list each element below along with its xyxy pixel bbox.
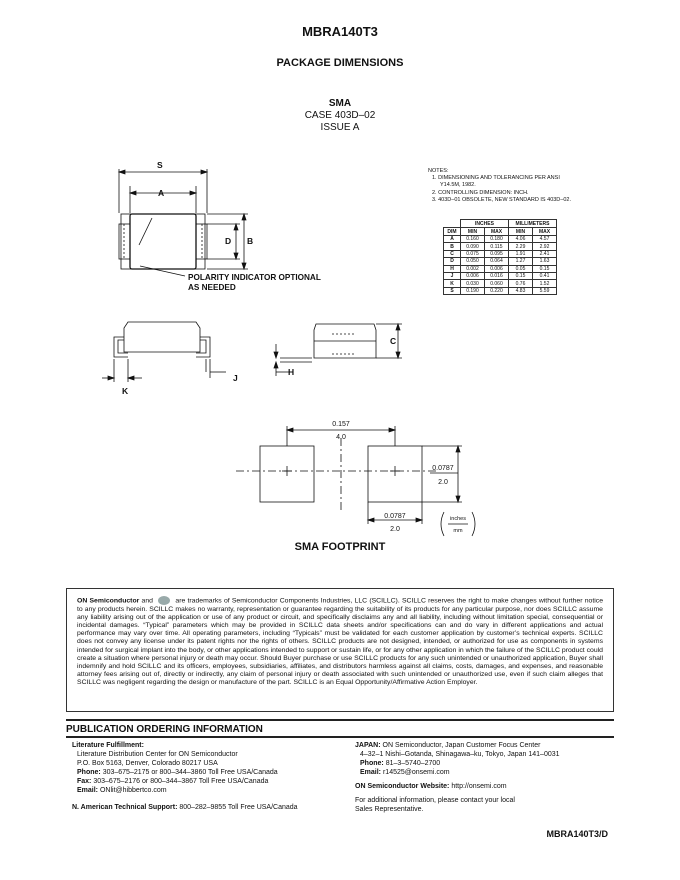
table-header: DIM [444, 228, 461, 236]
value-cell: 4.06 [509, 236, 533, 243]
height-mm: 2.0 [438, 479, 448, 486]
divider [66, 719, 614, 721]
value-cell: 0.060 [485, 280, 509, 287]
note-item: 3. 403D–01 OBSOLETE, NEW STANDARD IS 403D–02. [432, 196, 571, 203]
email-label: Email: [77, 787, 99, 794]
dim-label-d: D [225, 236, 232, 246]
value-cell: 5.59 [533, 287, 557, 294]
value-cell: 1.27 [509, 258, 533, 265]
dim-cell: H [444, 265, 461, 272]
footprint-title: SMA FOOTPRINT [294, 541, 386, 553]
value-cell: 0.190 [461, 287, 485, 294]
unit-inches: inches [450, 516, 466, 522]
package-name: SMA [328, 98, 352, 109]
notes-title: NOTES: [428, 168, 449, 174]
dim-cell: K [444, 280, 461, 287]
issue-label: ISSUE A [320, 122, 360, 133]
value-cell: 0.220 [485, 287, 509, 294]
unit-mm: mm [453, 528, 463, 534]
value-cell: 0.075 [461, 250, 485, 257]
disclaimer-text: are trademarks of Semiconductor Components Industries, LLC (SCILLC). SCILLC reserves the right to make changes without further notice to any products herein. SCILLC makes no warranty, representation or guarantee regarding the suitability of its products for any particular purpose, nor does SCILLC assume any liability arising out of the application or use of any product or circuit, and specifically disclaims any and all liability, including without limitation special, consequential or incidental damages. “Typical” parameters which may be provided in SCILLC data sheets and/or specifications can and do vary in different applications and actual performance may vary over time. All operating parameters, including “Typicals” must be validated for each customer application by customer’s technical experts. SCILLC does not convey any license under its patent rights nor the rights of others. SCILLC products are not designed, intended, or authorized for use as components in systems intended for surgical implant into the body, or other applications intended to support or sustain life, or for any other application in which the failure of the SCILLC product could create a situation where personal injury or death may occur. Should Buyer purchase or use SCILLC products for any such unintended or unauthorized application, Buyer shall indemnify and hold SCILLC and its officers, employees, subsidiaries, affiliates, and distributors harmless against all claims, costs, damages, and expenses, and reasonable attorney fees arising out of, directly or indirectly, any claim of personal injury or death associated with such unintended or unauthorized use, even if such claim alleges that SCILLC was negligent regarding the design or manufacture of the part. SCILLC is an Equal Opportunity/Affirmative Action Employer. [77, 597, 603, 687]
note-item: 2. CONTROLLING DIMENSION: INCH. [432, 189, 529, 196]
value-cell: 2.92 [533, 243, 557, 250]
dim-label-s: S [157, 160, 163, 170]
width-inches: 0.0787 [384, 513, 406, 520]
pitch-mm: 4.0 [336, 434, 346, 441]
phone-label: Phone: [77, 769, 101, 776]
dim-cell: D [444, 258, 461, 265]
top-view-body [121, 214, 205, 269]
japan-label: JAPAN: [355, 742, 381, 749]
value-cell: 0.15 [509, 272, 533, 279]
table-row [444, 272, 557, 279]
value-cell: 2.41 [533, 250, 557, 257]
additional-info-1: For additional information, please contact your local [355, 797, 515, 804]
dim-cell: C [444, 250, 461, 257]
polarity-note-line2: AS NEEDED [188, 283, 236, 292]
dim-label-a: A [158, 188, 165, 198]
table-header: MIN [461, 228, 485, 236]
dim-label-b: B [247, 236, 254, 246]
table-row [444, 250, 557, 257]
value-cell: 0.090 [461, 243, 485, 250]
value-cell: 0.15 [533, 265, 557, 272]
value-cell: 0.016 [485, 272, 509, 279]
value-cell: 0.76 [509, 280, 533, 287]
value-cell: 0.006 [461, 272, 485, 279]
dim-label-j: J [233, 373, 238, 383]
disclaimer-box [66, 588, 614, 712]
ordering-right-column [355, 741, 625, 814]
value-cell: 4.57 [533, 236, 557, 243]
value-cell: 0.064 [485, 258, 509, 265]
table-row [444, 280, 557, 287]
value-cell: 0.180 [485, 236, 509, 243]
dim-cell: B [444, 243, 461, 250]
footprint-drawing [0, 400, 680, 540]
phone-value: 303–675–2175 or 800–344–3860 Toll Free USA/Canada [102, 769, 278, 776]
disclaimer-company: ON Semiconductor [77, 597, 140, 605]
dim-cell: S [444, 287, 461, 294]
na-support-value: 800–282–9855 Toll Free USA/Canada [179, 804, 298, 811]
table-group-inches: INCHES [461, 220, 509, 228]
value-cell: 1.91 [509, 250, 533, 257]
value-cell: 0.006 [485, 265, 509, 272]
email-link[interactable]: ONlit@hibbertco.com [99, 787, 167, 794]
table-group-mm: MILLIMETERS [509, 220, 557, 228]
ordering-title: PUBLICATION ORDERING INFORMATION [66, 724, 263, 735]
japan-phone-label: Phone: [360, 760, 384, 767]
japan-value: ON Semiconductor, Japan Customer Focus Center [382, 742, 541, 749]
table-row [444, 236, 557, 243]
lit-label: Literature Fulfillment: [72, 742, 144, 749]
lit-line1: Literature Distribution Center for ON Semiconductor [77, 751, 238, 758]
value-cell: 0.030 [461, 280, 485, 287]
website-label: ON Semiconductor Website: [355, 783, 450, 790]
case-number: CASE 403D–02 [304, 110, 376, 121]
divider [66, 736, 614, 738]
table-header: MAX [485, 228, 509, 236]
value-cell: 0.160 [461, 236, 485, 243]
japan-email-label: Email: [360, 769, 382, 776]
fax-value: 303–675–2176 or 800–344–3867 Toll Free USA/Canada [93, 778, 269, 785]
width-mm: 2.0 [390, 526, 400, 533]
dim-label-c: C [390, 336, 397, 346]
value-cell: 0.002 [461, 265, 485, 272]
table-header: MIN [509, 228, 533, 236]
value-cell: 1.52 [533, 280, 557, 287]
polarity-note-line1: POLARITY INDICATOR OPTIONAL [188, 273, 321, 282]
value-cell: 0.095 [485, 250, 509, 257]
side-view-body [124, 322, 200, 352]
value-cell: 2.29 [509, 243, 533, 250]
value-cell: 0.41 [533, 272, 557, 279]
disclaimer-and: and [141, 597, 153, 605]
value-cell: 4.83 [509, 287, 533, 294]
value-cell: 0.050 [461, 258, 485, 265]
drawing-notes [428, 168, 578, 204]
dim-label-h: H [288, 367, 295, 377]
value-cell: 1.63 [533, 258, 557, 265]
value-cell: 0.115 [485, 243, 509, 250]
section-title: PACKAGE DIMENSIONS [276, 57, 404, 69]
fax-label: Fax: [77, 778, 92, 785]
dimension-table [443, 219, 557, 295]
dim-label-k: K [122, 386, 129, 396]
table-row [444, 243, 557, 250]
website-link[interactable]: http://onsemi.com [451, 783, 507, 790]
lit-line2: P.O. Box 5163, Denver, Colorado 80217 USA [77, 760, 218, 767]
na-support-label: N. American Technical Support: [72, 804, 178, 811]
pitch-inches: 0.157 [332, 421, 350, 428]
height-inches: 0.0787 [432, 465, 454, 472]
additional-info-2: Sales Representative. [355, 806, 424, 813]
japan-phone-value: 81–3–5740–2700 [385, 760, 441, 767]
dim-cell: J [444, 272, 461, 279]
note-item: 1. DIMENSIONING AND TOLERANCING PER ANSI Y14.5M, 1982. [432, 175, 560, 189]
document-code: MBRA140T3/D [546, 829, 608, 839]
table-row [444, 287, 557, 294]
ordering-left-column [72, 741, 342, 812]
japan-address: 4–32–1 Nishi–Gotanda, Shinagawa–ku, Tokyo, Japan 141–0031 [360, 751, 560, 758]
dim-cell: A [444, 236, 461, 243]
page-title: MBRA140T3 [302, 24, 378, 39]
table-header: MAX [533, 228, 557, 236]
on-logo-icon [158, 596, 170, 605]
table-row [444, 258, 557, 265]
value-cell: 0.05 [509, 265, 533, 272]
table-row [444, 265, 557, 272]
japan-email-link[interactable]: r14525@onsemi.com [382, 769, 450, 776]
